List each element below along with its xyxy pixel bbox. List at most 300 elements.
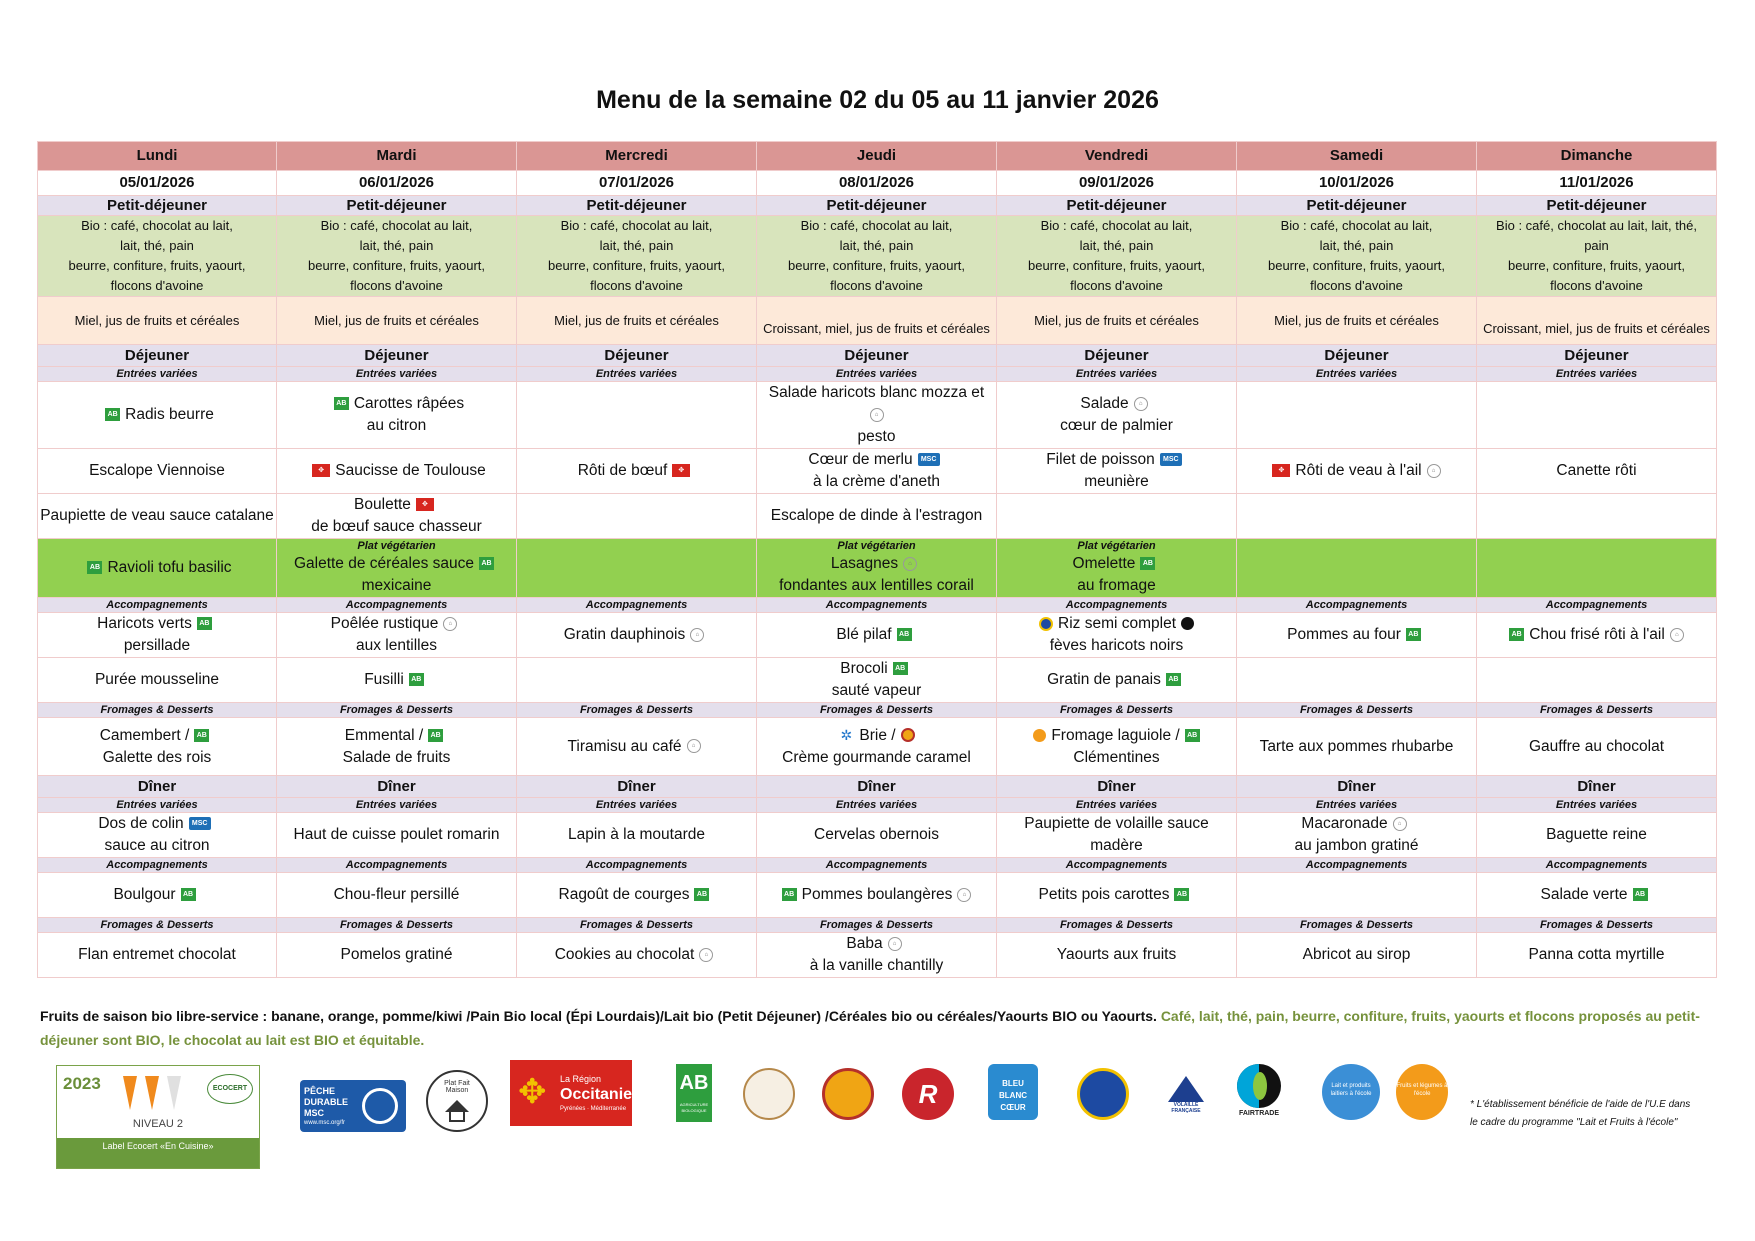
- breakfast-line: beurre, confiture, fruits, yaourt,: [547, 258, 726, 273]
- msc-url: www.msc.org/fr: [304, 1120, 346, 1126]
- meal-header-dejeuner: Déjeuner: [517, 345, 757, 367]
- lunch-side-cell: [517, 613, 757, 658]
- dish-text: fondantes aux lentilles corail: [779, 577, 974, 594]
- meal-header-petit-dejeuner: Petit-déjeuner: [757, 196, 997, 216]
- section-label-fromages-desserts: Fromages & Desserts: [38, 703, 277, 718]
- breakfast-bio-cell: [1237, 216, 1477, 297]
- aoc-icon: [901, 728, 915, 742]
- dinner-dessert-cell: [757, 933, 997, 978]
- ab-bio-icon: AB: [1174, 888, 1189, 901]
- day-header: Lundi: [38, 142, 277, 171]
- fait-maison-icon: ⌂: [1670, 628, 1684, 642]
- section-label-fromages-desserts: Fromages & Desserts: [1477, 703, 1717, 718]
- breakfast-bio-cell: [1477, 216, 1717, 297]
- meal-header-petit-dejeuner: Petit-déjeuner: [1477, 196, 1717, 216]
- ab-sub: AGRICULTURE BIOLOGIQUE: [679, 1102, 709, 1113]
- igp-icon: [1039, 617, 1053, 631]
- ab-bio-icon: AB: [428, 729, 443, 742]
- lait-ecole-icon: ✲: [840, 726, 853, 743]
- msc-icon: MSC: [1160, 453, 1182, 466]
- day-header: Mercredi: [517, 142, 757, 171]
- dish-text: Saucisse de Toulouse: [335, 462, 486, 479]
- ab-bio-icon: AB: [1509, 628, 1524, 641]
- dish-text: Camembert /: [99, 726, 190, 744]
- vegetarian-cell: [1477, 539, 1717, 598]
- breakfast-line: Bio : café, chocolat au lait, lait, thé,: [1496, 218, 1697, 233]
- lunch-main-cell: [277, 494, 517, 539]
- lunch-starter-cell: [1477, 382, 1717, 449]
- breakfast-extra-cell: Croissant, miel, jus de fruits et céréales: [757, 297, 997, 345]
- meal-header-diner: Dîner: [38, 776, 277, 798]
- breakfast-line: flocons d'avoine: [350, 278, 443, 293]
- meal-header-petit-dejeuner: Petit-déjeuner: [38, 196, 277, 216]
- dinner-starter-cell: [38, 813, 277, 858]
- section-label-fromages-desserts: Fromages & Desserts: [997, 703, 1237, 718]
- dish-text: Paupiette de volaille sauce: [1024, 815, 1209, 832]
- dinner-side-cell: [997, 873, 1237, 918]
- vegetarian-cell: [517, 539, 757, 598]
- fait-maison-icon: ⌂: [1393, 817, 1407, 831]
- bbc-text: BLEU BLANC CŒUR: [999, 1079, 1027, 1112]
- dish-text: cœur de palmier: [1060, 417, 1173, 434]
- breakfast-bio-cell: [38, 216, 277, 297]
- lunch-main-cell: [1237, 449, 1477, 494]
- section-label-accompagnements: Accompagnements: [517, 598, 757, 613]
- dinner-dessert-cell: [38, 933, 277, 978]
- ab-bio-icon: AB: [893, 662, 908, 675]
- lunch-starter-cell: [38, 382, 277, 449]
- section-label-entrees: Entrées variées: [1477, 367, 1717, 382]
- dish-text: Blé pilaf: [836, 626, 892, 643]
- ab-bio-icon: AB: [897, 628, 912, 641]
- footer-green-text: Café, lait, thé, pain, beurre, confiture, fruits, yaourts et flocons proposés au petit-déjeuner sont BIO, le chocolat au lait est BIO et équitable.: [40, 1008, 1700, 1048]
- fait-maison-icon: ⌂: [888, 937, 902, 951]
- section-label-fromages-desserts: Fromages & Desserts: [1237, 703, 1477, 718]
- fairtrade-icon: [1181, 617, 1194, 630]
- dish-text: Crème gourmande caramel: [782, 748, 971, 766]
- breakfast-line: beurre, confiture, fruits, yaourt,: [1507, 258, 1686, 273]
- dish-text: Gauffre au chocolat: [1529, 737, 1664, 755]
- dinner-starter-cell: [517, 813, 757, 858]
- fruits-ecole-logo: [1396, 1064, 1448, 1120]
- meal-header-diner: Dîner: [1477, 776, 1717, 798]
- dish-text: Lasagnes: [830, 555, 899, 572]
- date-header: 11/01/2026: [1477, 171, 1717, 196]
- vegetarian-cell: [38, 539, 277, 598]
- section-label-accompagnements: Accompagnements: [1477, 858, 1717, 873]
- dinner-dessert-cell: [517, 933, 757, 978]
- breakfast-extra-cell: Miel, jus de fruits et céréales: [517, 297, 757, 345]
- breakfast-line: beurre, confiture, fruits, yaourt,: [68, 258, 246, 273]
- section-label-accompagnements: Accompagnements: [1237, 858, 1477, 873]
- ab-bio-icon: AB: [1633, 888, 1648, 901]
- meal-header-petit-dejeuner: Petit-déjeuner: [277, 196, 517, 216]
- section-label-entrees: Entrées variées: [1477, 798, 1717, 813]
- breakfast-line: flocons d'avoine: [110, 278, 204, 293]
- dish-text: Rôti de bœuf: [577, 462, 668, 479]
- ab-bio-icon: AB: [334, 397, 349, 410]
- lunch-side-cell: [1237, 613, 1477, 658]
- date-header: 09/01/2026: [997, 171, 1237, 196]
- dinner-dessert-cell: [1237, 933, 1477, 978]
- ab-text: AB: [679, 1072, 709, 1094]
- section-label-entrees: Entrées variées: [277, 798, 517, 813]
- fait-maison-icon: ⌂: [870, 408, 884, 422]
- dish-text: Rôti de veau à l'ail: [1295, 462, 1422, 479]
- ab-bio-icon: AB: [181, 888, 196, 901]
- lunch-main-cell: [757, 494, 997, 539]
- meal-header-petit-dejeuner: Petit-déjeuner: [1237, 196, 1477, 216]
- dish-text: Radis beurre: [125, 406, 214, 423]
- breakfast-line: flocons d'avoine: [830, 278, 923, 293]
- dish-text: Riz semi complet: [1058, 615, 1176, 632]
- dish-text: Brocoli: [840, 660, 888, 677]
- dish-text: Cookies au chocolat: [554, 946, 695, 963]
- dish-text: Salade haricots blanc mozza et: [768, 384, 985, 401]
- day-header: Mardi: [277, 142, 517, 171]
- lunch-main-cell: [997, 494, 1237, 539]
- ecocert-badge: [207, 1074, 253, 1104]
- dish-text: Boulgour: [113, 886, 176, 903]
- dish-text: Galette des rois: [102, 748, 212, 766]
- section-label-fromages-desserts: Fromages & Desserts: [277, 703, 517, 718]
- lunch-side-cell: [1477, 658, 1717, 703]
- lunch-main-cell: [38, 449, 277, 494]
- section-label-accompagnements: Accompagnements: [38, 598, 277, 613]
- section-label-accompagnements: Accompagnements: [757, 858, 997, 873]
- section-label-entrees: Entrées variées: [38, 798, 277, 813]
- fairtrade-text: FAIRTRADE: [1238, 1110, 1280, 1117]
- vegetarian-cell: [997, 539, 1237, 598]
- breakfast-line: beurre, confiture, fruits, yaourt,: [787, 258, 966, 273]
- lunch-side-cell: [517, 658, 757, 703]
- breakfast-extra-cell: Miel, jus de fruits et céréales: [997, 297, 1237, 345]
- ecocert-year: 2023: [63, 1074, 101, 1093]
- occitanie-text-2: Occitanie: [560, 1086, 633, 1103]
- dish-text: mexicaine: [361, 577, 432, 594]
- lunch-side-cell: [38, 658, 277, 703]
- eu-aid-note: * L'établissement bénéficie de l'aide de l'U.E dans le cadre du programme "Lait et Fruits à l'école": [1470, 1099, 1691, 1128]
- lunch-main-cell: [757, 449, 997, 494]
- house-icon: [445, 1100, 469, 1112]
- dish-text: à la crème d'aneth: [812, 473, 941, 490]
- breakfast-line: beurre, confiture, fruits, yaourt,: [1267, 258, 1446, 273]
- day-header: Dimanche: [1477, 142, 1717, 171]
- dish-text: Petits pois carottes: [1038, 886, 1170, 903]
- occitanie-icon: ✥: [416, 498, 434, 511]
- section-label-accompagnements: Accompagnements: [997, 598, 1237, 613]
- dinner-dessert-cell: [1477, 933, 1717, 978]
- ecocert-label: Label Ecocert «En Cuisine»: [102, 1141, 214, 1151]
- ecocert-niveau: NIVEAU 2: [132, 1118, 184, 1130]
- house-body: [449, 1112, 465, 1122]
- section-label-entrees: Entrées variées: [1237, 798, 1477, 813]
- dish-text: Pommes boulangères: [801, 886, 953, 903]
- dish-text: Chou-fleur persillé: [333, 886, 460, 903]
- lunch-dessert-cell: [757, 718, 997, 776]
- section-label-accompagnements: Accompagnements: [277, 598, 517, 613]
- dish-text: Lapin à la moutarde: [567, 826, 705, 843]
- ecocert-band: [57, 1138, 259, 1168]
- dish-text: Cervelas obernois: [814, 826, 939, 843]
- date-header: 08/01/2026: [757, 171, 997, 196]
- occitanie-icon: ✥: [672, 464, 690, 477]
- fait-maison-icon: ⌂: [1427, 464, 1441, 478]
- breakfast-line: Bio : café, chocolat au lait,: [560, 218, 713, 233]
- dish-text: Filet de poisson: [1046, 451, 1155, 468]
- savoir-faire-icon: [743, 1068, 795, 1120]
- ecocert-logo: [56, 1065, 260, 1169]
- breakfast-bio-cell: [997, 216, 1237, 297]
- dish-text: Gratin dauphinois: [563, 626, 686, 643]
- dish-text: Haut de cuisse poulet romarin: [293, 826, 500, 843]
- occitanie-cross-icon: ✥: [518, 1073, 547, 1111]
- dish-text: au citron: [366, 417, 427, 434]
- breakfast-line: Bio : café, chocolat au lait,: [320, 218, 473, 233]
- breakfast-extra-cell: Croissant, miel, jus de fruits et céréales: [1477, 297, 1717, 345]
- fait-maison-logo: [426, 1070, 488, 1132]
- dish-text: Poêlée rustique: [330, 615, 439, 632]
- breakfast-line: lait, thé, pain: [1079, 238, 1154, 253]
- breakfast-bio-cell: [757, 216, 997, 297]
- ab-bio-icon: AB: [1185, 729, 1200, 742]
- lunch-main-cell: [1477, 449, 1717, 494]
- dish-text: Carottes râpées: [353, 395, 465, 412]
- section-label-entrees: Entrées variées: [38, 367, 277, 382]
- meal-header-dejeuner: Déjeuner: [1237, 345, 1477, 367]
- section-label-accompagnements: Accompagnements: [38, 858, 277, 873]
- section-label-fromages-desserts: Fromages & Desserts: [757, 703, 997, 718]
- lunch-starter-cell: [757, 382, 997, 449]
- dish-text: Galette de céréales sauce: [293, 555, 475, 572]
- fish-icon: [362, 1088, 398, 1124]
- section-label-fromages-desserts: Fromages & Desserts: [997, 918, 1237, 933]
- aoc-logo: [822, 1068, 874, 1120]
- lunch-side-cell: [38, 613, 277, 658]
- breakfast-line: pain: [1584, 238, 1609, 253]
- dish-text: Pomelos gratiné: [340, 946, 453, 963]
- dish-text: Tiramisu au café: [567, 737, 682, 755]
- lunch-dessert-cell: [1237, 718, 1477, 776]
- footer-note: [40, 1004, 1720, 1052]
- lait-ecole-text: Lait et produits laitiers à l'école: [1330, 1083, 1372, 1097]
- section-label-entrees: Entrées variées: [757, 798, 997, 813]
- occitanie-text-1: La Région: [560, 1074, 602, 1084]
- lunch-starter-cell: [1237, 382, 1477, 449]
- occitanie-logo: [510, 1060, 632, 1126]
- lunch-main-cell: [1477, 494, 1717, 539]
- ab-bio-icon: AB: [1166, 673, 1181, 686]
- meal-header-dejeuner: Déjeuner: [277, 345, 517, 367]
- ab-bio-icon: AB: [105, 408, 120, 421]
- section-label-fromages-desserts: Fromages & Desserts: [517, 918, 757, 933]
- dinner-side-cell: [1477, 873, 1717, 918]
- dinner-side-cell: [517, 873, 757, 918]
- ab-bio-icon: AB: [194, 729, 209, 742]
- igp-logo: [1077, 1068, 1129, 1120]
- dish-text: Escalope Viennoise: [89, 462, 225, 479]
- lunch-main-cell: [517, 494, 757, 539]
- dish-text: Cœur de merlu: [808, 451, 913, 468]
- dish-text: Paupiette de veau sauce catalane: [40, 507, 274, 524]
- day-header: Vendredi: [997, 142, 1237, 171]
- dish-text: Gratin de panais: [1047, 671, 1161, 688]
- dish-text: Salade de fruits: [342, 748, 451, 766]
- dish-text: au jambon gratiné: [1294, 837, 1419, 854]
- lunch-dessert-cell: [38, 718, 277, 776]
- lunch-side-cell: [277, 613, 517, 658]
- fait-maison-text: Plat Fait Maison: [444, 1080, 470, 1094]
- dish-text: Macaronade: [1301, 815, 1388, 832]
- ab-bio-icon: AB: [1406, 628, 1421, 641]
- section-label-entrees: Entrées variées: [997, 367, 1237, 382]
- meal-header-diner: Dîner: [517, 776, 757, 798]
- fait-maison-icon: ⌂: [957, 888, 971, 902]
- lunch-side-cell: [997, 658, 1237, 703]
- fait-maison-icon: ⌂: [443, 617, 457, 631]
- section-label-accompagnements: Accompagnements: [757, 598, 997, 613]
- msc-icon: MSC: [189, 817, 211, 830]
- breakfast-bio-cell: [517, 216, 757, 297]
- breakfast-line: Bio : café, chocolat au lait,: [1280, 218, 1433, 233]
- dinner-starter-cell: [757, 813, 997, 858]
- section-label-fromages-desserts: Fromages & Desserts: [38, 918, 277, 933]
- section-label-entrees: Entrées variées: [517, 798, 757, 813]
- lunch-dessert-cell: [517, 718, 757, 776]
- section-label-entrees: Entrées variées: [1237, 367, 1477, 382]
- dish-text: à la vanille chantilly: [809, 957, 944, 974]
- dish-text: Ragoût de courges: [558, 886, 690, 903]
- section-label-accompagnements: Accompagnements: [1237, 598, 1477, 613]
- breakfast-line: lait, thé, pain: [1319, 238, 1394, 253]
- dinner-side-cell: [1237, 873, 1477, 918]
- ab-bio-icon: AB: [782, 888, 797, 901]
- breakfast-line: beurre, confiture, fruits, yaourt,: [1027, 258, 1206, 273]
- dish-text: aux lentilles: [356, 637, 437, 654]
- vegetarian-cell: [277, 539, 517, 598]
- dinner-side-cell: [38, 873, 277, 918]
- dinner-side-cell: [277, 873, 517, 918]
- breakfast-line: flocons d'avoine: [1070, 278, 1163, 293]
- lait-ecole-logo: [1322, 1064, 1380, 1120]
- dish-text: Abricot au sirop: [1302, 946, 1411, 963]
- dish-text: Boulette: [354, 496, 411, 513]
- volaille-flag-icon: [1168, 1076, 1204, 1102]
- lunch-side-cell: [1237, 658, 1477, 703]
- dish-text: Brie /: [859, 726, 896, 744]
- lunch-dessert-cell: [997, 718, 1237, 776]
- breakfast-line: beurre, confiture, fruits, yaourt,: [307, 258, 486, 273]
- breakfast-extra-cell: Miel, jus de fruits et céréales: [1237, 297, 1477, 345]
- lunch-side-cell: [1477, 613, 1717, 658]
- fairtrade-icon: [1237, 1064, 1281, 1108]
- plat-vegetarien-label: Plat végétarien: [837, 540, 916, 552]
- section-label-fromages-desserts: Fromages & Desserts: [1477, 918, 1717, 933]
- dish-text: Fusilli: [364, 671, 404, 688]
- dish-text: Baguette reine: [1546, 826, 1647, 843]
- dish-text: Yaourts aux fruits: [1056, 946, 1177, 963]
- lunch-dessert-cell: [277, 718, 517, 776]
- dish-text: Salade verte: [1540, 886, 1628, 903]
- dish-text: Fromage laguiole /: [1051, 726, 1180, 744]
- breakfast-bio-cell: [277, 216, 517, 297]
- dish-text: Escalope de dinde à l'estragon: [770, 507, 983, 524]
- breakfast-extra-cell: Miel, jus de fruits et céréales: [277, 297, 517, 345]
- section-label-accompagnements: Accompagnements: [1477, 598, 1717, 613]
- dish-text: sauce au citron: [104, 837, 210, 854]
- breakfast-line: lait, thé, pain: [599, 238, 674, 253]
- fruits-ecole-text: Fruits et légumes à l'école: [1396, 1083, 1448, 1097]
- label-rouge-logo: R: [902, 1068, 954, 1120]
- lunch-side-cell: [997, 613, 1237, 658]
- dinner-starter-cell: [997, 813, 1237, 858]
- breakfast-line: flocons d'avoine: [1550, 278, 1643, 293]
- fruits-ecole-icon: [1033, 729, 1046, 742]
- ab-bio-icon: AB: [87, 561, 102, 574]
- occitanie-text-3: Pyrénées · Méditerranée: [560, 1106, 627, 1112]
- section-label-accompagnements: Accompagnements: [517, 858, 757, 873]
- section-label-fromages-desserts: Fromages & Desserts: [277, 918, 517, 933]
- breakfast-extra-cell: Miel, jus de fruits et céréales: [38, 297, 277, 345]
- meal-header-diner: Dîner: [277, 776, 517, 798]
- ab-logo: [676, 1064, 712, 1122]
- meal-header-petit-dejeuner: Petit-déjeuner: [517, 196, 757, 216]
- dish-text: meunière: [1084, 473, 1149, 490]
- occitanie-icon: ✥: [312, 464, 330, 477]
- section-label-fromages-desserts: Fromages & Desserts: [517, 703, 757, 718]
- volaille-text: VOLAILLE FRANÇAISE: [1171, 1102, 1201, 1114]
- dish-text: au fromage: [1077, 577, 1156, 594]
- dish-text: Clémentines: [1073, 748, 1160, 766]
- meal-header-diner: Dîner: [997, 776, 1237, 798]
- lunch-side-cell: [277, 658, 517, 703]
- ab-bio-icon: AB: [197, 617, 212, 630]
- section-label-fromages-desserts: Fromages & Desserts: [1237, 918, 1477, 933]
- meal-header-diner: Dîner: [757, 776, 997, 798]
- lunch-main-cell: [277, 449, 517, 494]
- ab-bio-icon: AB: [1140, 557, 1155, 570]
- section-label-fromages-desserts: Fromages & Desserts: [757, 918, 997, 933]
- dinner-starter-cell: [1237, 813, 1477, 858]
- msc-icon: MSC: [918, 453, 940, 466]
- plat-vegetarien-label: Plat végétarien: [357, 540, 436, 552]
- meal-header-petit-dejeuner: Petit-déjeuner: [997, 196, 1237, 216]
- fairtrade-logo: [1234, 1064, 1284, 1128]
- dish-text: Flan entremet chocolat: [78, 946, 236, 963]
- dish-text: Salade: [1080, 395, 1129, 412]
- carrot-icon: [167, 1076, 181, 1110]
- meal-header-diner: Dîner: [1237, 776, 1477, 798]
- lunch-starter-cell: [517, 382, 757, 449]
- bleu-blanc-coeur-logo: [988, 1064, 1038, 1120]
- ab-bio-icon: AB: [694, 888, 709, 901]
- section-label-accompagnements: Accompagnements: [997, 858, 1237, 873]
- dish-text: Panna cotta myrtille: [1528, 946, 1665, 963]
- date-header: 07/01/2026: [517, 171, 757, 196]
- dish-text: Purée mousseline: [94, 671, 220, 688]
- page-title: Menu de la semaine 02 du 05 au 11 janvier 2026: [596, 86, 1159, 114]
- dish-text: sauté vapeur: [831, 682, 922, 699]
- section-label-entrees: Entrées variées: [517, 367, 757, 382]
- meal-header-dejeuner: Déjeuner: [1477, 345, 1717, 367]
- section-label-entrees: Entrées variées: [997, 798, 1237, 813]
- dish-text: Chou frisé rôti à l'ail: [1529, 626, 1665, 643]
- breakfast-line: Bio : café, chocolat au lait,: [1040, 218, 1193, 233]
- breakfast-line: lait, thé, pain: [120, 238, 194, 253]
- footer-text: Fruits de saison bio libre-service : banane, orange, pomme/kiwi /Pain Bio local (Épi Lourdais)/Lait bio (Petit Déjeuner) /Céréales bio ou céréales/Yaourts BIO ou Yaourts.: [40, 1008, 1161, 1024]
- meal-header-dejeuner: Déjeuner: [38, 345, 277, 367]
- fait-maison-icon: ⌂: [699, 948, 713, 962]
